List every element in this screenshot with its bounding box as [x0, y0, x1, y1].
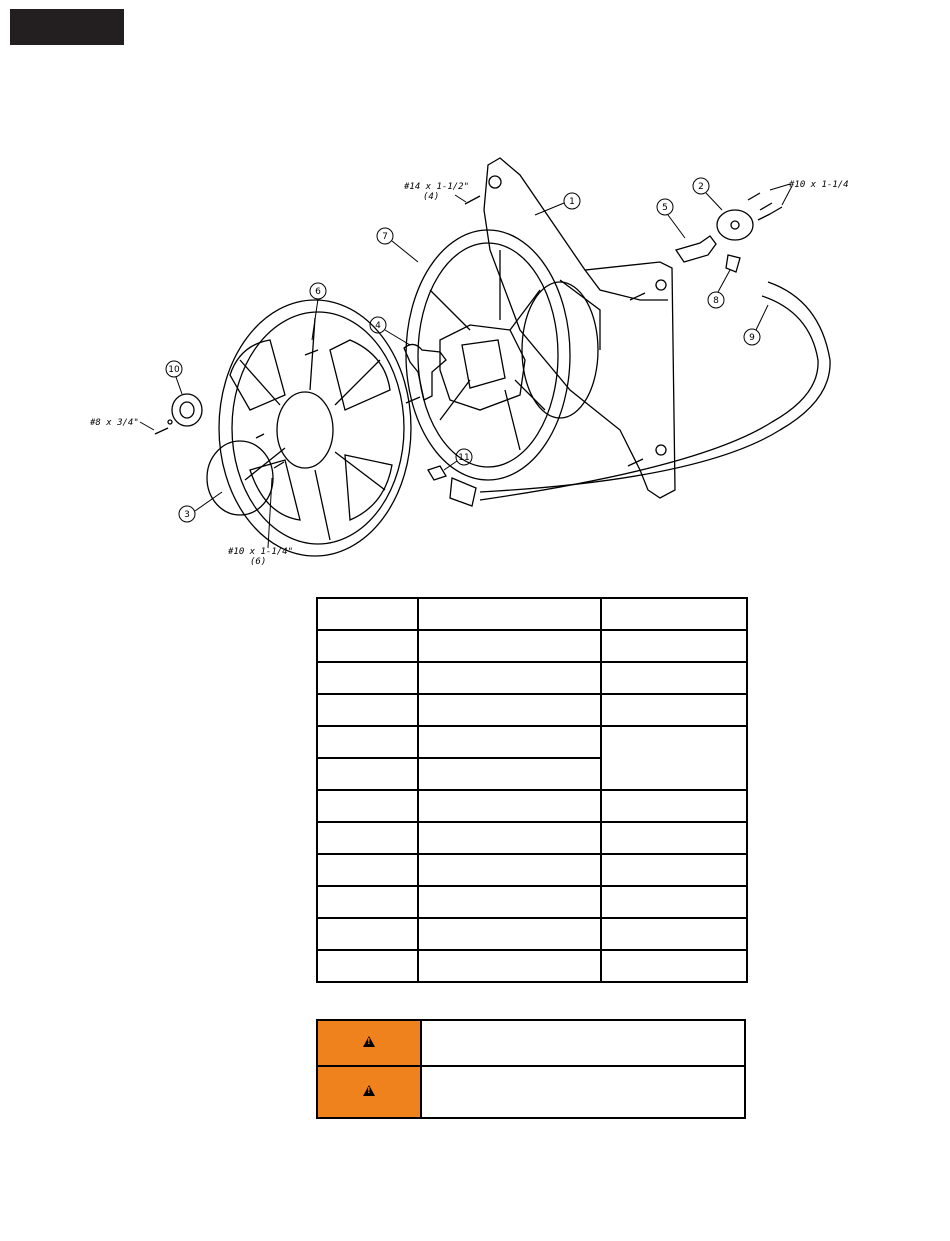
callout-7: 7 — [382, 232, 388, 242]
callout-4: 4 — [375, 321, 381, 331]
screw-10-bottom-qty: (6) — [250, 557, 267, 567]
screw-14-qty: (4) — [423, 192, 440, 202]
table-row — [317, 790, 747, 822]
callout-10: 10 — [168, 365, 180, 375]
table-row — [317, 630, 747, 662]
screw-8-label: #8 x 3/4" — [90, 418, 139, 428]
table-row — [317, 918, 747, 950]
warning-text-cell — [421, 1066, 745, 1118]
warning-triangle-icon — [363, 1085, 375, 1096]
exploded-parts-diagram — [0, 140, 950, 580]
callout-9: 9 — [749, 333, 755, 343]
screw-14-label: #14 x 1-1/2" — [404, 182, 470, 192]
table-row — [317, 822, 747, 854]
callout-5: 5 — [662, 203, 668, 213]
table-row — [317, 726, 747, 758]
table-row — [317, 886, 747, 918]
parts-list-table — [316, 597, 748, 983]
callout-6: 6 — [315, 287, 321, 297]
warning-row — [317, 1066, 745, 1118]
callout-8: 8 — [713, 296, 719, 306]
callout-3: 3 — [184, 510, 190, 520]
warning-table — [316, 1019, 746, 1119]
callout-11: 11 — [458, 453, 470, 463]
warning-triangle-icon — [363, 1036, 375, 1047]
warning-row — [317, 1020, 745, 1066]
warning-badge — [317, 1020, 421, 1066]
screw-10-bottom-label: #10 x 1-1/4" — [228, 547, 294, 557]
page-corner-tab — [10, 9, 124, 45]
callout-1: 1 — [569, 197, 575, 207]
table-row — [317, 854, 747, 886]
warning-text-cell — [421, 1020, 745, 1066]
table-row — [317, 950, 747, 982]
table-row — [317, 598, 747, 630]
warning-badge — [317, 1066, 421, 1118]
table-row — [317, 694, 747, 726]
callout-2: 2 — [698, 182, 704, 192]
table-row — [317, 662, 747, 694]
screw-10-top-label: #10 x 1-1/4 — [789, 180, 849, 190]
